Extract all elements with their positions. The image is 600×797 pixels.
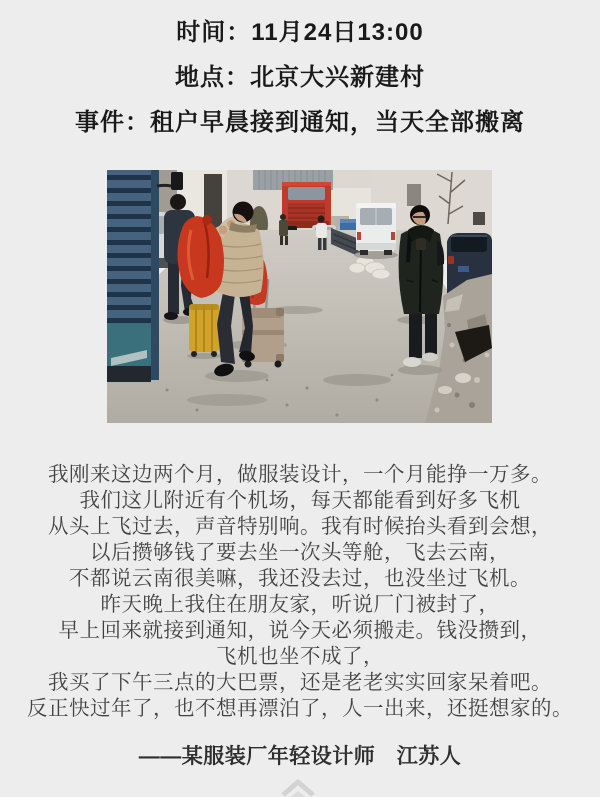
signature-line: ——某服装厂年轻设计师 江苏人	[138, 745, 462, 768]
quote-paragraph	[0, 462, 600, 722]
header-location-line: 地点：北京大兴新建村	[175, 64, 425, 91]
street-photo-art	[107, 170, 492, 423]
white-sneaker	[422, 353, 438, 362]
chevron-up-icon[interactable]	[278, 779, 318, 797]
quote-line: 早上回来就接到通知，说今天必须搬走。钱没攒到，	[58, 619, 542, 642]
street-photo	[107, 170, 492, 423]
yellow-suitcase	[187, 304, 221, 359]
quote-line: 以后攒够钱了要去坐一次头等舱，飞去云南，	[90, 541, 510, 564]
quote-line: 飞机也坐不成了，	[216, 645, 384, 668]
header-event-line: 事件：租户早晨接到通知，当天全部搬离	[75, 109, 525, 136]
quote-line: 我刚来这边两个月，做服装设计，一个月能挣一万多。	[48, 463, 552, 486]
truck-mirror	[171, 172, 183, 190]
quote-line: 昨天晚上我住在朋友家，听说厂门被封了，	[100, 593, 500, 616]
white-sneaker	[403, 357, 421, 367]
blue-tarp-bin-top	[340, 219, 356, 223]
quote-line: 反正快过年了，也不想再漂泊了，人一出来，还挺想家的。	[27, 697, 573, 720]
white-van	[354, 203, 398, 259]
quote-line: 从头上飞过去，声音特别响。我有时候抬头看到会想，	[48, 515, 552, 538]
header-time-line: 时间：11月24日13:00	[176, 19, 424, 46]
quote-line: 不都说云南很美嘛，我还没去过，也没坐过飞机。	[69, 567, 531, 590]
header-block	[0, 10, 600, 145]
quote-line: 我们这儿附近有个机场，每天都能看到好多飞机	[79, 489, 521, 512]
quote-line: 我买了下午三点的大巴票，还是老老实实回家呆着吧。	[48, 671, 552, 694]
